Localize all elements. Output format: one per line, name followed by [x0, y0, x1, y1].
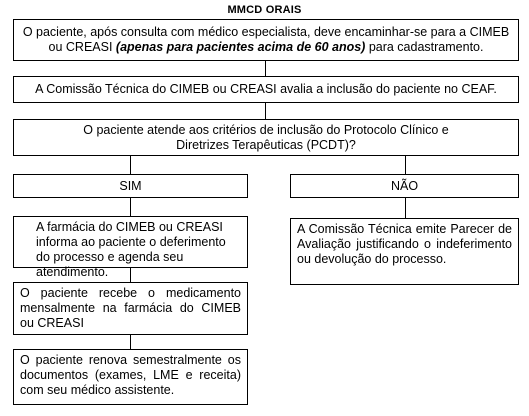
- connector-no-2: [405, 198, 406, 218]
- yes-step-pharmacy-box: [13, 216, 248, 279]
- decision-question-box: [13, 119, 519, 156]
- step-evaluation-box: [13, 76, 519, 103]
- step-evaluation-text: A Comissão Técnica do CIMEB ou CREASI avalia a inclusão do paciente no CEAF.: [35, 82, 497, 96]
- age-restriction-note: (apenas para pacientes acima de 60 anos): [115, 40, 366, 54]
- no-step-opinion-box: [290, 218, 519, 285]
- yes-step-renew-box: [13, 349, 248, 405]
- step-registration-text: O paciente, após consulta com médico especialista, deve encaminhar-se para a CIMEB ou CREASI: [22, 25, 510, 54]
- connector-yes-2: [130, 198, 131, 216]
- diagram-title: MMCD ORAIS: [227, 4, 302, 16]
- yes-step-receive-box: [13, 282, 248, 335]
- connector-no: [405, 156, 406, 174]
- yes-step-receive-text: O paciente recebe o medicamento mensalmente na farmácia do CIMEB ou CREASI: [20, 286, 241, 330]
- no-label-box: [290, 174, 519, 198]
- connector-yes: [130, 156, 131, 174]
- yes-label-box: [13, 174, 248, 198]
- yes-label: SIM: [119, 178, 142, 193]
- decision-question-text: O paciente atende aos critérios de inclusão do Protocolo Clínico e Diretrizes Terapêuticas (PCDT)?: [83, 122, 449, 152]
- connector-yes-4: [130, 335, 131, 349]
- step-registration-box: [13, 19, 519, 61]
- connector-1: [265, 61, 266, 76]
- step-registration-text-end: para cadastramento.: [365, 40, 484, 54]
- no-step-opinion-text: A Comissão Técnica emite Parecer de Avaliação justificando o indeferimento ou devolução do processo.: [297, 222, 512, 266]
- yes-step-pharmacy-text: A farmácia do CIMEB ou CREASI informa ao paciente o deferimento do processo e agenda seu atendimento.: [36, 220, 226, 279]
- yes-step-renew-text: O paciente renova semestralmente os documentos (exames, LME e receita) com seu médico assistente.: [20, 353, 241, 397]
- connector-2: [265, 103, 266, 119]
- connector-yes-3: [130, 268, 131, 282]
- no-label: NÃO: [390, 178, 419, 193]
